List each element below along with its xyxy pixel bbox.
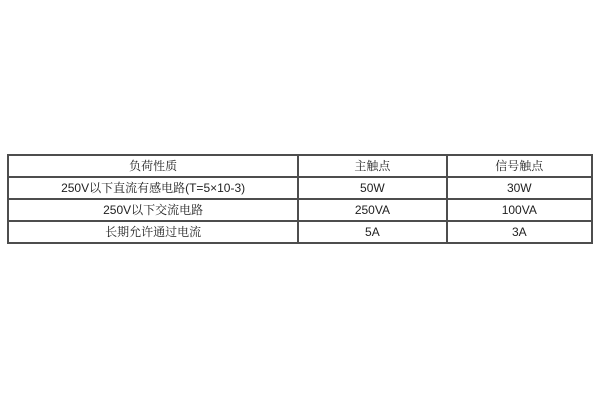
cell-signal-contact-value: 100VA [447, 199, 592, 221]
row-dc-inductive-circuit [8, 177, 592, 199]
cell-main-contact-value: 50W [298, 177, 446, 199]
column-header-load-nature: 负荷性质 [8, 155, 298, 177]
table-header-row [8, 155, 592, 177]
contact-load-spec-table [7, 154, 593, 244]
cell-load-nature: 长期允许通过电流 [8, 221, 298, 243]
column-header-signal-contact: 信号触点 [447, 155, 592, 177]
row-continuous-current [8, 221, 592, 243]
cell-load-nature: 250V以下交流电路 [8, 199, 298, 221]
cell-main-contact-value: 5A [298, 221, 446, 243]
spec-table-container [7, 154, 593, 244]
row-ac-circuit [8, 199, 592, 221]
cell-load-nature: 250V以下直流有感电路(T=5×10-3) [8, 177, 298, 199]
cell-signal-contact-value: 30W [447, 177, 592, 199]
column-header-main-contact: 主触点 [298, 155, 446, 177]
cell-main-contact-value: 250VA [298, 199, 446, 221]
cell-signal-contact-value: 3A [447, 221, 592, 243]
